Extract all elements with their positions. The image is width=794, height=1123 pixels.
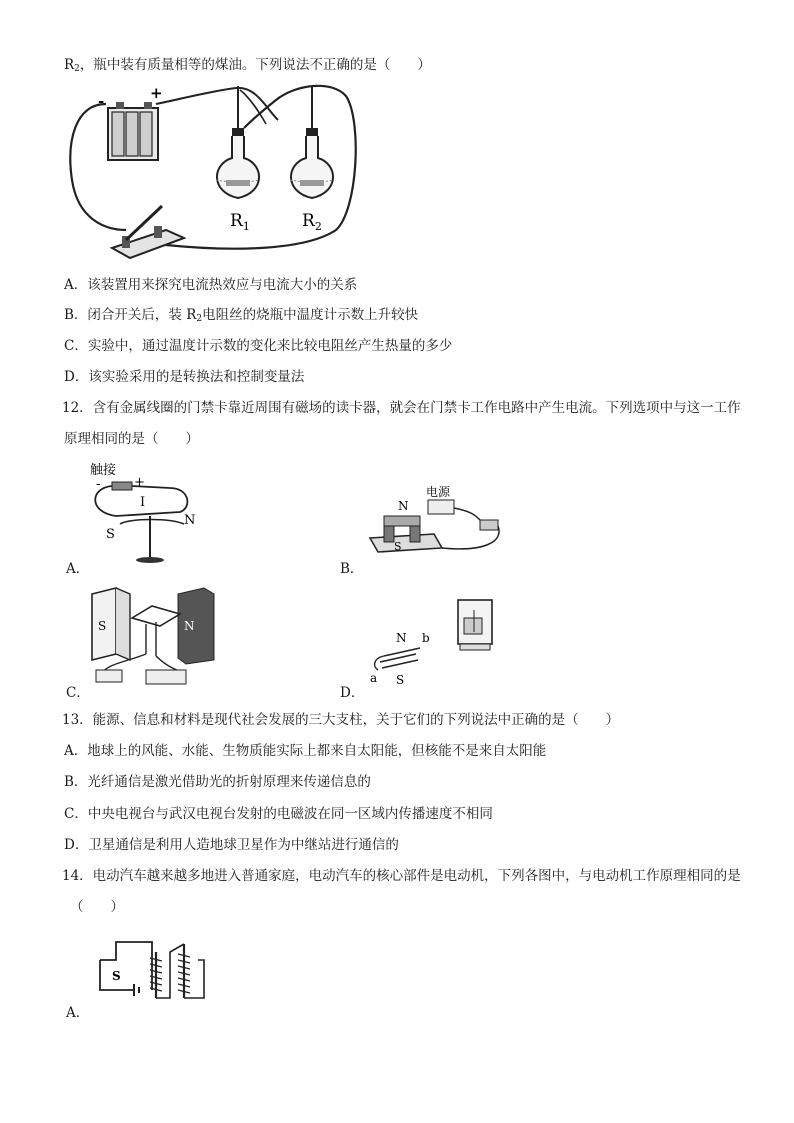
q12-figure-b xyxy=(364,482,514,562)
q11-option-d: D．该实验采用的是转换法和控制变量法 xyxy=(64,369,305,385)
q12-figure-a xyxy=(80,458,210,568)
svg-text:电源: 电源 xyxy=(426,485,451,499)
svg-text:S: S xyxy=(112,969,121,983)
q12-option-c: C． xyxy=(66,685,90,701)
q13-option-d: D．卫星通信是利用人造地球卫星作为中继站进行通信的 xyxy=(64,837,399,853)
svg-text:N: N xyxy=(396,631,407,645)
svg-text:N: N xyxy=(184,513,196,528)
q11-option-a: A．该装置用来探究电流热效应与电流大小的关系 xyxy=(64,277,358,293)
q13-option-b: B．光纤通信是激光借助光的折射原理来传递信息的 xyxy=(64,774,371,790)
svg-text:N: N xyxy=(184,619,195,633)
svg-text:b: b xyxy=(422,631,430,645)
q14-figure-a xyxy=(94,932,214,1004)
electromagnet-coil-2-icon xyxy=(178,944,190,998)
svg-text:+: + xyxy=(134,475,145,490)
flask-r2-icon xyxy=(290,86,334,198)
svg-text:S: S xyxy=(106,527,115,542)
joule-heating-circuit-figure xyxy=(66,80,366,260)
svg-text:触接: 触接 xyxy=(90,463,117,478)
q13-option-a: A．地球上的风能、水能、生物质能实际上都来自太阳能，但核能不是来自太阳能 xyxy=(64,743,547,759)
q13-stem: 13．能源、信息和材料是现代社会发展的三大支柱，关于它们的下列说法中正确的是（ ） xyxy=(62,712,620,728)
q14-option-a: A． xyxy=(66,1005,90,1021)
battery-icon xyxy=(108,102,158,160)
q12-stem-line1: 12．含有金属线圈的门禁卡靠近周围有磁场的读卡器，就会在门禁卡工作电路中产生电流。下列选项中与这一工作 xyxy=(62,400,741,416)
q14-stem-line2: （ ） xyxy=(70,899,124,915)
svg-text:I: I xyxy=(140,495,146,510)
q11-intro: $R_2$，瓶中装有质量相等的煤油。下列说法不正确的是（ ） xyxy=(64,57,431,74)
q11-option-c: C．实验中，通过温度计示数的变化来比较电阻丝产生热量的多少 xyxy=(64,338,453,354)
svg-text:S: S xyxy=(396,673,405,687)
q12-figure-d xyxy=(364,596,504,688)
r2-label: $R_2$ xyxy=(302,211,322,233)
svg-text:a: a xyxy=(370,671,378,685)
battery-plus-label: + xyxy=(150,84,163,102)
q14-stem-line1: 14．电动汽车越来越多地进入普通家庭，电动汽车的核心部件是电动机，下列各图中，与电动机工作原理相同的是 xyxy=(62,868,741,884)
svg-text:S: S xyxy=(98,619,107,633)
q12-figure-c xyxy=(86,584,220,694)
q12-stem-line2: 原理相同的是（ ） xyxy=(64,431,199,447)
svg-text:S: S xyxy=(394,540,402,553)
q13-option-c: C．中央电视台与武汉电视台发射的电磁波在同一区域内传播速度不相同 xyxy=(64,806,493,822)
svg-text:N: N xyxy=(398,499,409,513)
svg-text:-: - xyxy=(96,477,101,492)
q12-option-b: B． xyxy=(340,561,364,577)
q11-option-b: B．闭合开关后，装 $R_2$电阻丝的烧瓶中温度计示数上升较快 xyxy=(64,307,419,324)
flask-r1-icon xyxy=(216,86,260,198)
q12-option-d: D． xyxy=(340,685,365,701)
q12-option-a: A． xyxy=(66,561,90,577)
battery-minus-label: - xyxy=(98,92,105,110)
r1-label: $R_1$ xyxy=(230,211,250,233)
knife-switch-icon xyxy=(112,206,184,258)
